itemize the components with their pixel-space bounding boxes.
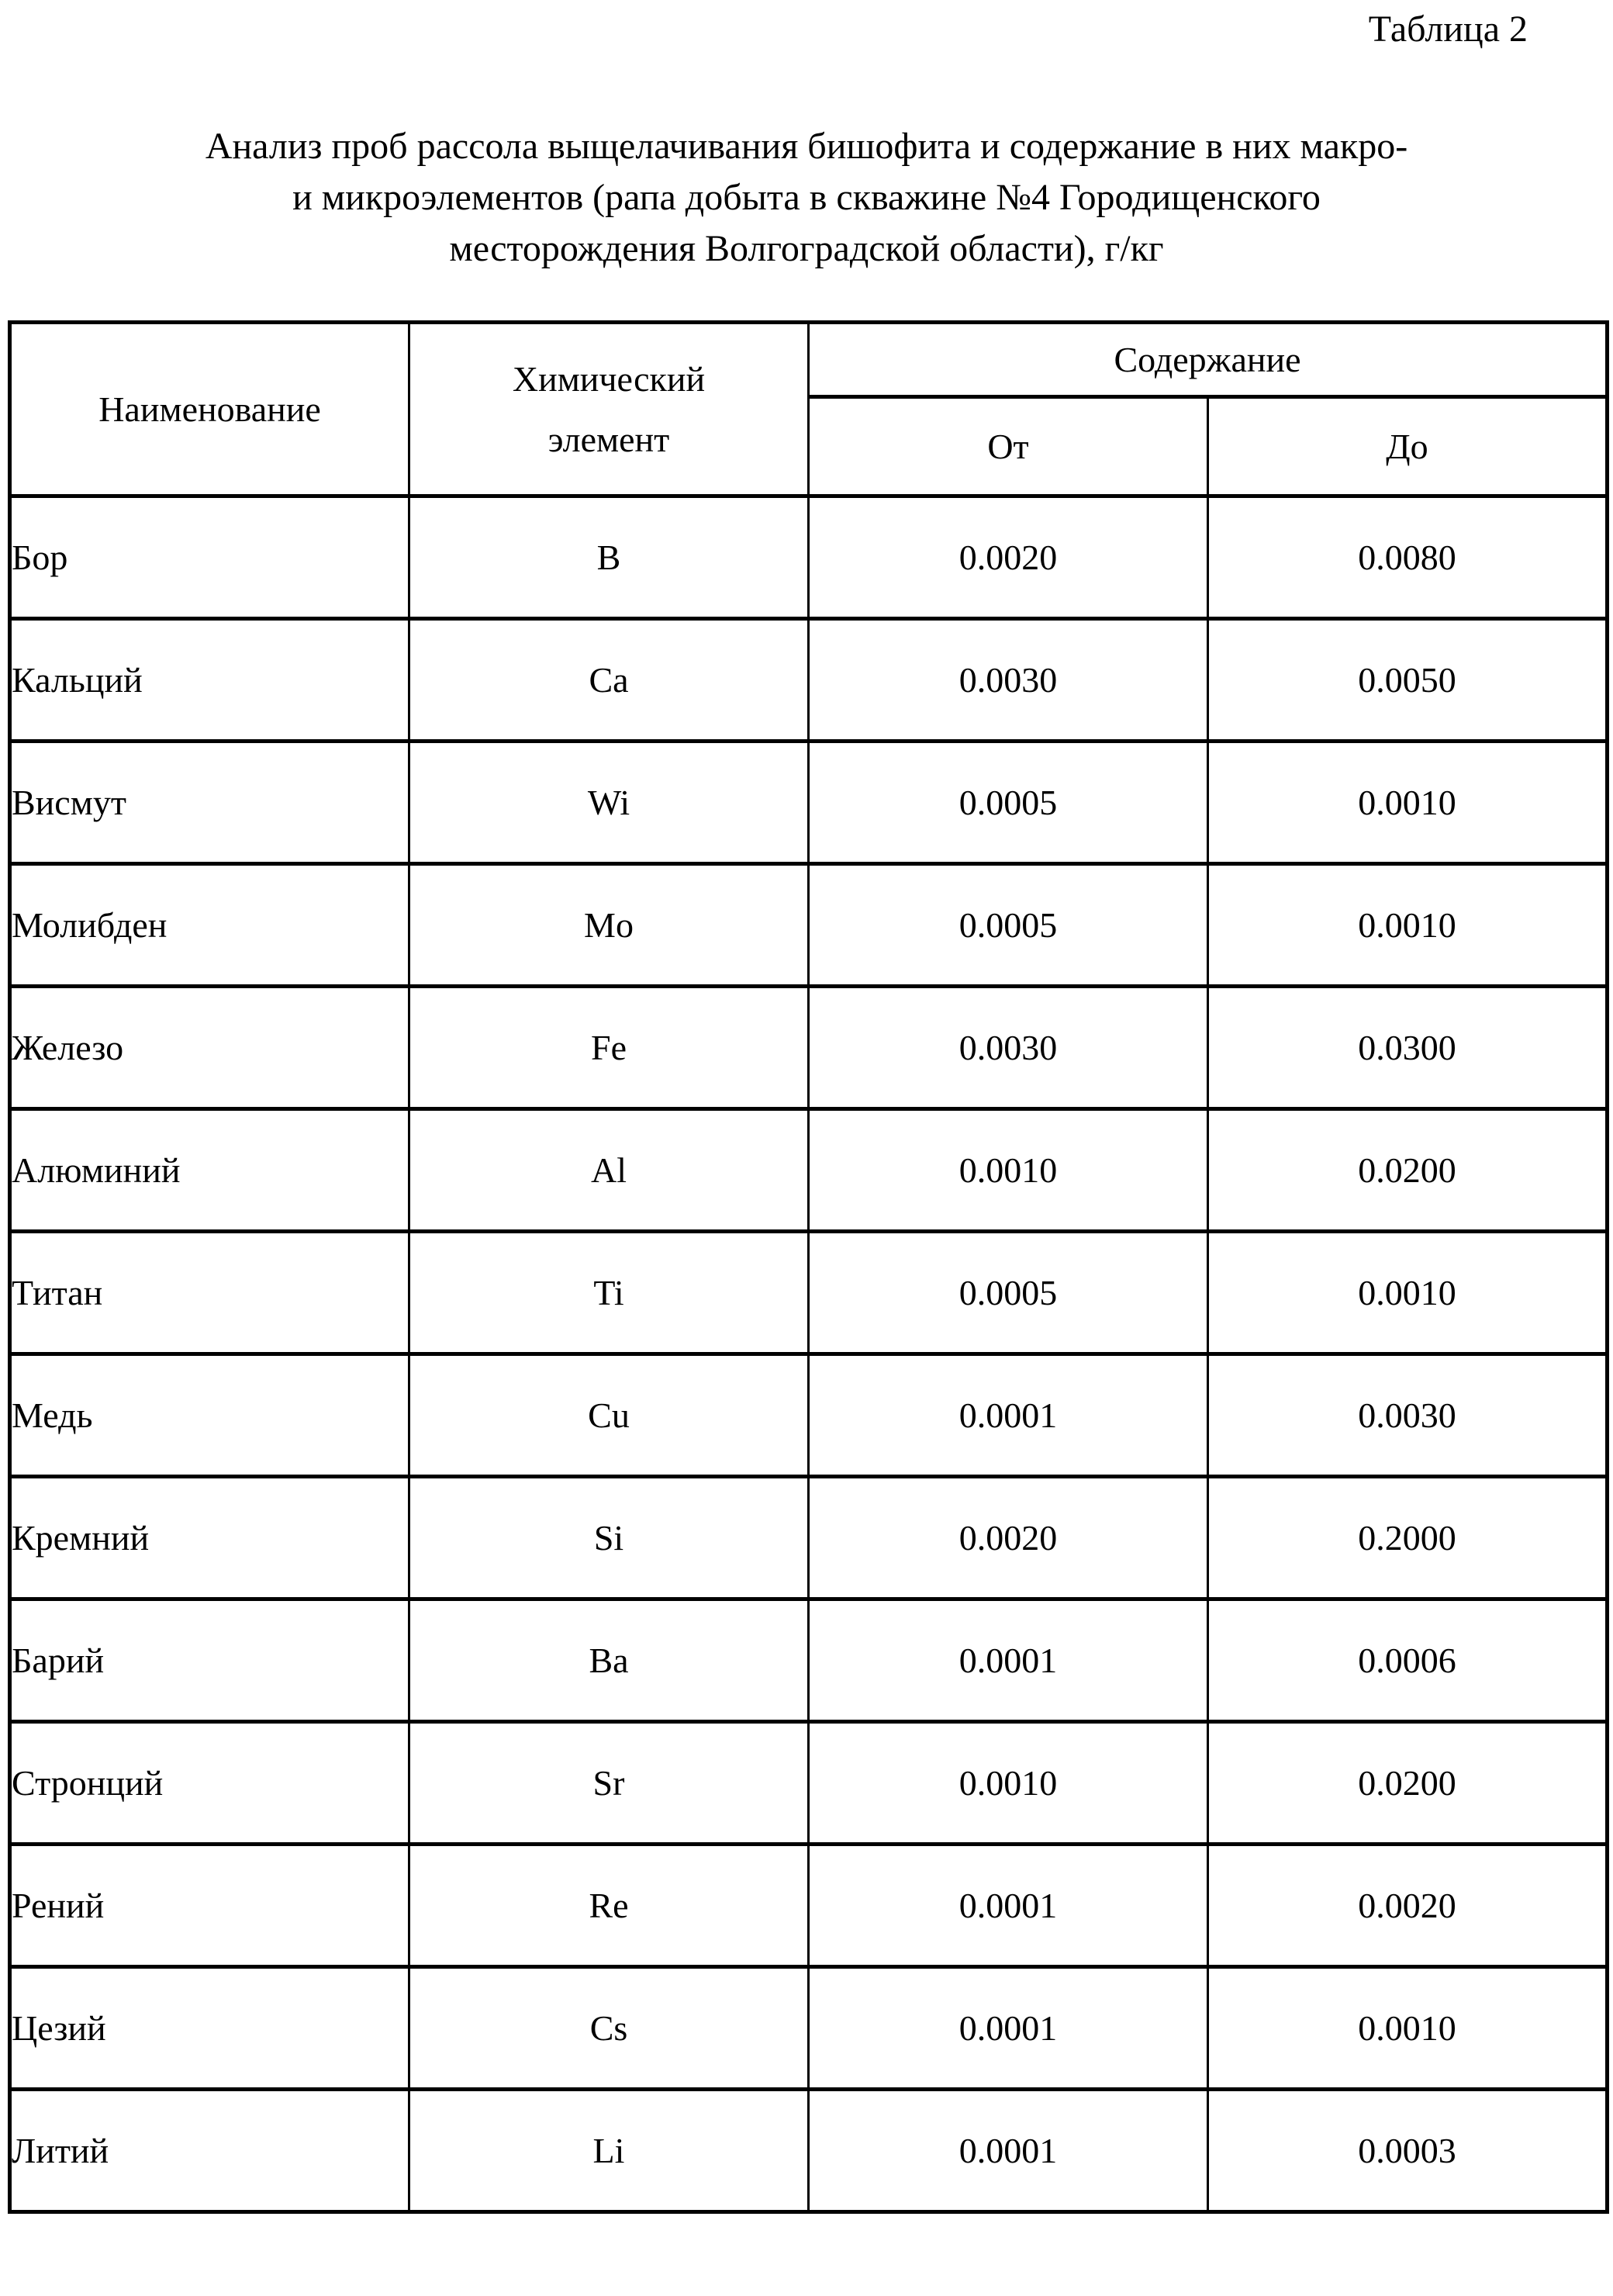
table-row <box>10 1599 1608 1722</box>
value-to-cell: 0.0050 <box>1208 619 1608 742</box>
value-to-cell: 0.0006 <box>1208 1599 1608 1722</box>
element-symbol-cell: Al <box>409 1109 809 1232</box>
value-from-cell: 0.0030 <box>809 987 1208 1109</box>
element-name-cell: Железо <box>10 987 409 1109</box>
value-to-cell: 0.0010 <box>1208 864 1608 987</box>
value-to-cell: 0.0080 <box>1208 496 1608 619</box>
table-row <box>10 2090 1608 2212</box>
title-line-2: и микроэлементов (рапа добыта в скважине №4 Городищенского <box>292 177 1321 218</box>
analysis-table <box>8 320 1609 2214</box>
header-chemical-element-line-1: Химический <box>512 358 706 399</box>
value-to-cell: 0.0020 <box>1208 1845 1608 1967</box>
element-symbol-cell: Cs <box>409 1967 809 2090</box>
element-symbol-cell: Re <box>409 1845 809 1967</box>
table-row <box>10 742 1608 864</box>
element-name-cell: Алюминий <box>10 1109 409 1232</box>
element-symbol-cell: Ti <box>409 1232 809 1354</box>
element-name-cell: Бор <box>10 496 409 619</box>
table-row <box>10 864 1608 987</box>
table-row <box>10 1722 1608 1845</box>
table-row <box>10 1232 1608 1354</box>
value-from-cell: 0.0005 <box>809 864 1208 987</box>
value-to-cell: 0.0010 <box>1208 742 1608 864</box>
element-symbol-cell: Wi <box>409 742 809 864</box>
value-from-cell: 0.0001 <box>809 1354 1208 1477</box>
value-from-cell: 0.0005 <box>809 742 1208 864</box>
element-name-cell: Титан <box>10 1232 409 1354</box>
element-name-cell: Барий <box>10 1599 409 1722</box>
value-to-cell: 0.0010 <box>1208 1967 1608 2090</box>
value-to-cell: 0.2000 <box>1208 1477 1608 1599</box>
element-name-cell: Литий <box>10 2090 409 2212</box>
title-line-1: Анализ проб рассола выщелачивания бишофита и содержание в них макро- <box>205 126 1408 167</box>
header-chemical-element <box>409 323 809 496</box>
value-from-cell: 0.0030 <box>809 619 1208 742</box>
value-to-cell: 0.0003 <box>1208 2090 1608 2212</box>
header-content: Содержание <box>809 323 1608 397</box>
table-row <box>10 1845 1608 1967</box>
header-from: От <box>809 397 1208 496</box>
element-symbol-cell: Mo <box>409 864 809 987</box>
value-from-cell: 0.0020 <box>809 1477 1208 1599</box>
element-name-cell: Медь <box>10 1354 409 1477</box>
document-title <box>0 121 1613 275</box>
element-name-cell: Рений <box>10 1845 409 1967</box>
title-line-3: месторождения Волгоградской области), г/кг <box>449 228 1164 269</box>
value-from-cell: 0.0010 <box>809 1109 1208 1232</box>
value-to-cell: 0.0300 <box>1208 987 1608 1109</box>
value-from-cell: 0.0001 <box>809 2090 1208 2212</box>
table-row <box>10 496 1608 619</box>
value-from-cell: 0.0001 <box>809 1967 1208 2090</box>
element-symbol-cell: Si <box>409 1477 809 1599</box>
element-symbol-cell: B <box>409 496 809 619</box>
element-symbol-cell: Ba <box>409 1599 809 1722</box>
element-symbol-cell: Ca <box>409 619 809 742</box>
value-to-cell: 0.0200 <box>1208 1109 1608 1232</box>
value-from-cell: 0.0001 <box>809 1845 1208 1967</box>
table-row <box>10 987 1608 1109</box>
header-name: Наименование <box>10 323 409 496</box>
element-symbol-cell: Cu <box>409 1354 809 1477</box>
value-from-cell: 0.0020 <box>809 496 1208 619</box>
value-from-cell: 0.0010 <box>809 1722 1208 1845</box>
table-header <box>10 323 1608 496</box>
element-symbol-cell: Sr <box>409 1722 809 1845</box>
table-row <box>10 1967 1608 2090</box>
value-to-cell: 0.0200 <box>1208 1722 1608 1845</box>
element-name-cell: Висмут <box>10 742 409 864</box>
table-row <box>10 1354 1608 1477</box>
value-to-cell: 0.0030 <box>1208 1354 1608 1477</box>
element-name-cell: Кальций <box>10 619 409 742</box>
header-chemical-element-line-2: элемент <box>547 419 670 459</box>
table-row <box>10 1109 1608 1232</box>
element-symbol-cell: Fe <box>409 987 809 1109</box>
element-symbol-cell: Li <box>409 2090 809 2212</box>
element-name-cell: Стронций <box>10 1722 409 1845</box>
table-row <box>10 619 1608 742</box>
value-to-cell: 0.0010 <box>1208 1232 1608 1354</box>
table-row <box>10 1477 1608 1599</box>
element-name-cell: Кремний <box>10 1477 409 1599</box>
header-to: До <box>1208 397 1608 496</box>
value-from-cell: 0.0001 <box>809 1599 1208 1722</box>
table-body <box>10 496 1608 2212</box>
element-name-cell: Молибден <box>10 864 409 987</box>
value-from-cell: 0.0005 <box>809 1232 1208 1354</box>
table-caption-number: Таблица 2 <box>1368 9 1528 50</box>
element-name-cell: Цезий <box>10 1967 409 2090</box>
